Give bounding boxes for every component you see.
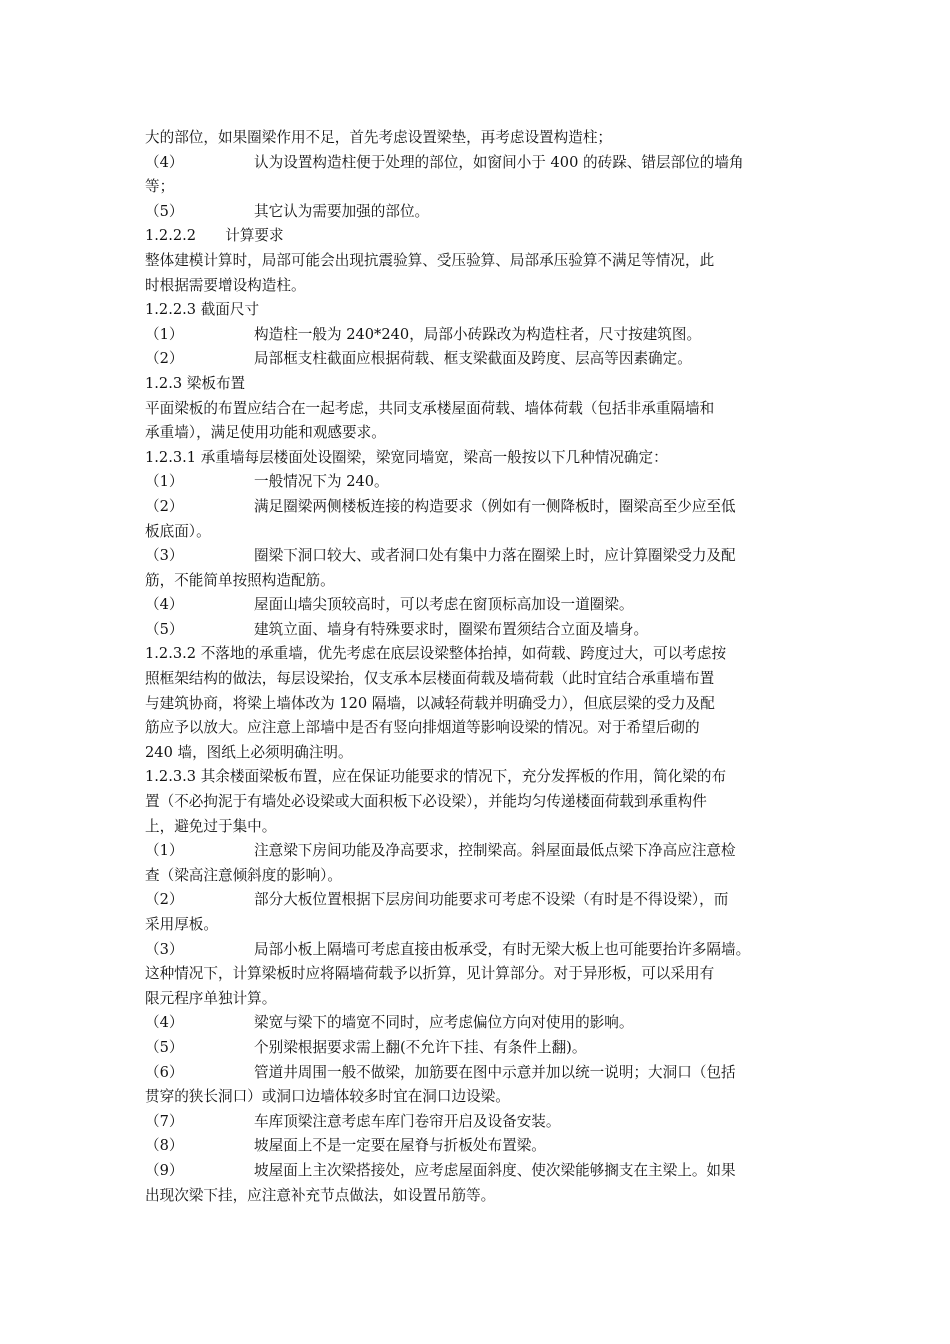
item-number: （5） — [145, 202, 184, 220]
text-line — [145, 298, 810, 323]
document-body — [145, 126, 810, 1208]
line-text: 平面梁板的布置应结合在一起考虑，共同支承楼屋面荷载、墙体荷载（包括非承重隔墙和 — [145, 399, 715, 417]
line-text: 部分大板位置根据下层房间功能要求可考虑不设梁（有时是不得设梁），而 — [254, 891, 729, 909]
numbered-item-line — [145, 495, 810, 520]
text-line — [145, 790, 810, 815]
line-text: 这种情况下，计算梁板时应将隔墙荷载予以折算，见计算部分。对于异形板，可以采用有 — [145, 965, 715, 983]
text-line — [145, 962, 810, 987]
line-text: 屋面山墙尖顶较高时，可以考虑在窗顶标高加设一道圈梁。 — [254, 596, 634, 614]
text-line — [145, 692, 810, 717]
numbered-item-line — [145, 151, 810, 176]
item-number: （8） — [145, 1137, 184, 1155]
item-number: （9） — [145, 1161, 184, 1179]
line-text: 时根据需要增设构造柱。 — [145, 276, 306, 294]
numbered-item-line — [145, 347, 810, 372]
line-text: 局部小板上隔墙可考虑直接由板承受，有时无梁大板上也可能要抬许多隔墙。 — [254, 940, 751, 958]
item-number: （3） — [145, 547, 184, 565]
line-text: 贯穿的狭长洞口）或洞口边墙体较多时宜在洞口边设梁。 — [145, 1088, 510, 1106]
line-text: 1.2.3.3 其余楼面梁板布置，应在保证功能要求的情况下，充分发挥板的作用，简化梁的布 — [145, 768, 727, 786]
text-line — [145, 741, 810, 766]
line-text: 出现次梁下挂，应注意补充节点做法，如设置吊筋等。 — [145, 1186, 496, 1204]
numbered-item-line — [145, 323, 810, 348]
text-line — [145, 446, 810, 471]
text-line — [145, 224, 810, 249]
line-text: 构造柱一般为 240*240，局部小砖跺改为构造柱者，尺寸按建筑图。 — [254, 325, 702, 343]
text-line — [145, 913, 810, 938]
line-text: 建筑立面、墙身有特殊要求时，圈梁布置须结合立面及墙身。 — [254, 620, 649, 638]
numbered-item-line — [145, 544, 810, 569]
text-line — [145, 1184, 810, 1209]
line-text: 240 墙，图纸上必须明确注明。 — [145, 743, 353, 761]
line-text: 其它认为需要加强的部位。 — [254, 202, 430, 220]
text-line — [145, 175, 810, 200]
numbered-item-line — [145, 593, 810, 618]
line-text: 筋应予以放大。应注意上部墙中是否有竖向排烟道等影响设梁的情况。对于希望后砌的 — [145, 719, 700, 737]
text-line — [145, 716, 810, 741]
line-text: 1.2.3.2 不落地的承重墙，优先考虑在底层设梁整体抬掉，如荷载、跨度过大，可以考虑按 — [145, 645, 727, 663]
numbered-item-line — [145, 1134, 810, 1159]
line-text: 板底面）。 — [145, 522, 211, 540]
item-number: （4） — [145, 153, 184, 171]
item-number: （2） — [145, 891, 184, 909]
numbered-item-line — [145, 1036, 810, 1061]
line-text: 圈梁下洞口较大、或者洞口处有集中力落在圈梁上时，应计算圈梁受力及配 — [254, 547, 736, 565]
numbered-item-line — [145, 200, 810, 225]
line-text: 个别梁根据要求需上翻(不允许下挂、有条件上翻)。 — [254, 1038, 587, 1056]
item-number: （1） — [145, 325, 184, 343]
line-text: 限元程序单独计算。 — [145, 989, 277, 1007]
text-line — [145, 864, 810, 889]
line-text: 筋，不能简单按照构造配筋。 — [145, 571, 335, 589]
line-text: 满足圈梁两侧楼板连接的构造要求（例如有一侧降板时，圈梁高至少应至低 — [254, 497, 736, 515]
text-line — [145, 274, 810, 299]
item-number: （4） — [145, 1014, 184, 1032]
text-line — [145, 1085, 810, 1110]
item-number: （6） — [145, 1063, 184, 1081]
line-text: 照框架结构的做法，每层设梁抬，仅支承本层楼面荷载及墙荷载（此时宜结合承重墙布置 — [145, 670, 715, 688]
line-text: 等； — [145, 178, 175, 196]
text-line — [145, 520, 810, 545]
item-number: （1） — [145, 473, 184, 491]
item-number: （2） — [145, 497, 184, 515]
line-text: 整体建模计算时，局部可能会出现抗震验算、受压验算、局部承压验算不满足等情况，此 — [145, 251, 715, 269]
line-text: 一般情况下为 240。 — [254, 473, 389, 491]
text-line — [145, 815, 810, 840]
numbered-item-line — [145, 1061, 810, 1086]
numbered-item-line — [145, 938, 810, 963]
line-text: 认为设置构造柱便于处理的部位，如窗间小于 400 的砖跺、错层部位的墙角 — [254, 153, 744, 171]
numbered-item-line — [145, 470, 810, 495]
text-line — [145, 642, 810, 667]
line-text: 1.2.3.1 承重墙每层楼面处设圈梁，梁宽同墙宽，梁高一般按以下几种情况确定： — [145, 448, 668, 466]
line-text: 与建筑协商，将梁上墙体改为 120 隔墙，以减轻荷载并明确受力），但底层梁的受力及配 — [145, 694, 715, 712]
item-number: （7） — [145, 1112, 184, 1130]
numbered-item-line — [145, 839, 810, 864]
text-line — [145, 569, 810, 594]
line-text: 坡屋面上主次梁搭接处，应考虑屋面斜度、使次梁能够搁支在主梁上。如果 — [254, 1161, 736, 1179]
numbered-item-line — [145, 1110, 810, 1135]
numbered-item-line — [145, 1159, 810, 1184]
text-line — [145, 397, 810, 422]
line-text: 注意梁下房间功能及净高要求，控制梁高。斜屋面最低点梁下净高应注意检 — [254, 842, 736, 860]
line-text: 承重墙），满足使用功能和观感要求。 — [145, 424, 386, 442]
line-text: 管道井周围一般不做梁，加筋要在图中示意并加以统一说明；大洞口（包括 — [254, 1063, 736, 1081]
line-text: 大的部位，如果圈梁作用不足，首先考虑设置梁垫，再考虑设置构造柱； — [145, 129, 613, 146]
item-number: （5） — [145, 620, 184, 638]
item-number: （5） — [145, 1038, 184, 1056]
line-text: 局部框支柱截面应根据荷载、框支梁截面及跨度、层高等因素确定。 — [254, 350, 692, 368]
line-text: 车库顶梁注意考虑车库门卷帘开启及设备安装。 — [254, 1112, 561, 1130]
line-text: 1.2.2.2 计算要求 — [145, 227, 284, 245]
numbered-item-line — [145, 1011, 810, 1036]
text-line — [145, 421, 810, 446]
numbered-item-line — [145, 618, 810, 643]
text-line — [145, 667, 810, 692]
numbered-item-line — [145, 888, 810, 913]
item-number: （4） — [145, 596, 184, 614]
item-number: （2） — [145, 350, 184, 368]
text-line — [145, 126, 810, 151]
item-number: （1） — [145, 842, 184, 860]
line-text: 坡屋面上不是一定要在屋脊与折板处布置梁。 — [254, 1137, 546, 1155]
line-text: 置（不必拘泥于有墙处必设梁或大面积板下必设梁），并能均匀传递楼面荷载到承重构件 — [145, 793, 707, 811]
line-text: 1.2.2.3 截面尺寸 — [145, 301, 260, 319]
text-line — [145, 372, 810, 397]
line-text: 1.2.3 梁板布置 — [145, 374, 246, 392]
line-text: 梁宽与梁下的墙宽不同时，应考虑偏位方向对使用的影响。 — [254, 1014, 634, 1032]
line-text: 查（梁高注意倾斜度的影响）。 — [145, 866, 343, 884]
item-number: （3） — [145, 940, 184, 958]
line-text: 上，避免过于集中。 — [145, 817, 277, 835]
text-line — [145, 765, 810, 790]
text-line — [145, 987, 810, 1012]
line-text: 采用厚板。 — [145, 916, 218, 933]
text-line — [145, 249, 810, 274]
